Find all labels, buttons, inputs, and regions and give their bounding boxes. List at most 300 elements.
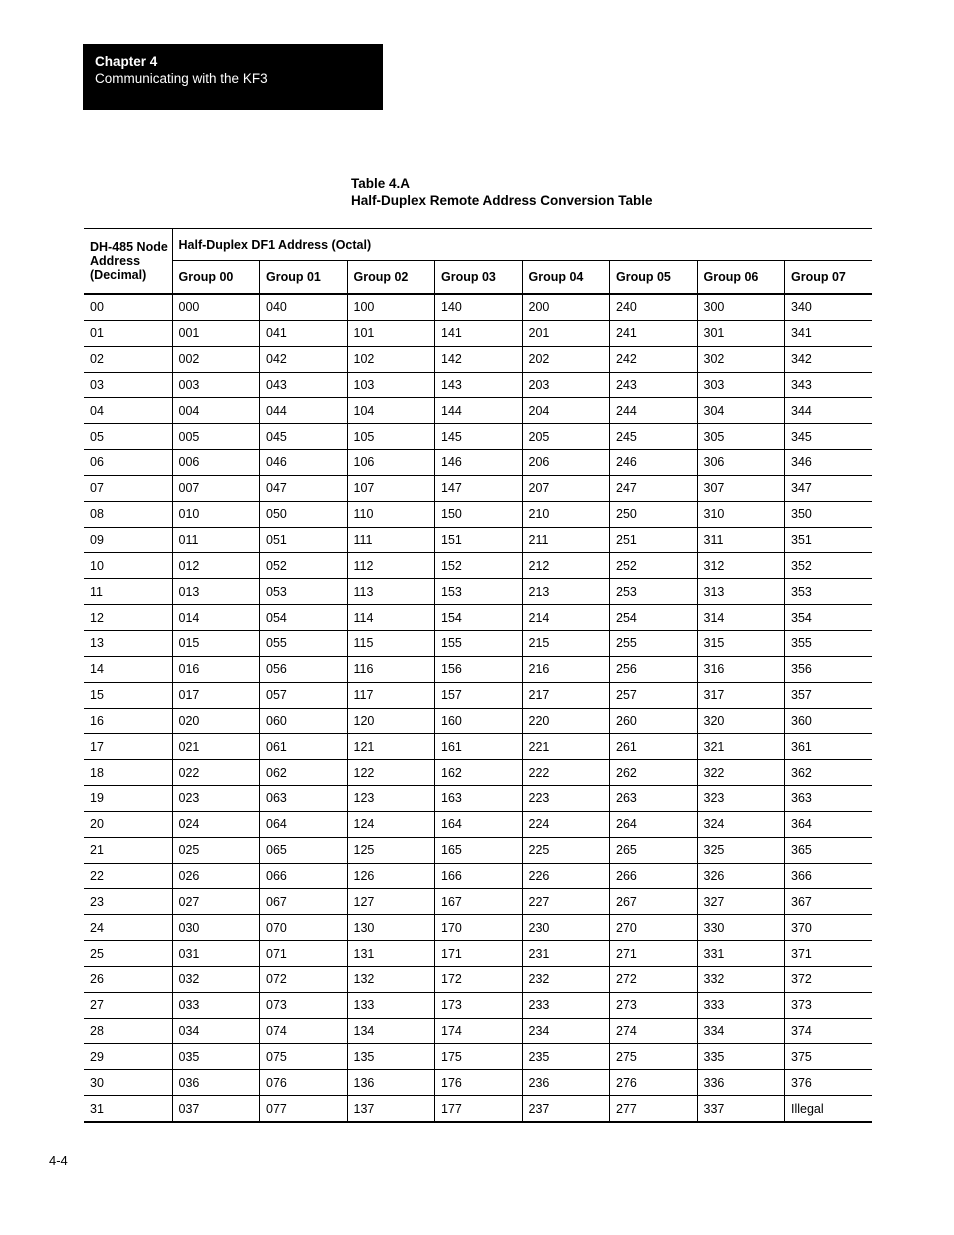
df1-address-cell: 315	[697, 630, 785, 656]
df1-address-cell: 253	[610, 579, 698, 605]
df1-address-cell: 061	[260, 734, 348, 760]
df1-address-cell: 055	[260, 630, 348, 656]
node-address-cell: 28	[84, 1018, 172, 1044]
df1-address-cell: 124	[347, 811, 435, 837]
table-number: Table 4.A	[351, 176, 411, 191]
node-address-cell: 26	[84, 966, 172, 992]
df1-address-cell: 266	[610, 863, 698, 889]
table-body	[84, 294, 872, 1122]
df1-address-cell: 225	[522, 837, 610, 863]
df1-address-cell: 304	[697, 398, 785, 424]
df1-address-cell: 073	[260, 992, 348, 1018]
table-row	[84, 294, 872, 320]
df1-address-cell: 041	[260, 320, 348, 346]
df1-address-cell: 245	[610, 424, 698, 450]
df1-address-cell: 175	[435, 1044, 523, 1070]
table-row	[84, 760, 872, 786]
df1-address-cell: 122	[347, 760, 435, 786]
df1-address-cell: 234	[522, 1018, 610, 1044]
group-header: Group 00	[172, 261, 260, 295]
table-row	[84, 734, 872, 760]
df1-address-cell: 212	[522, 553, 610, 579]
table-row	[84, 915, 872, 941]
node-address-cell: 06	[84, 450, 172, 476]
df1-address-cell: 363	[785, 786, 873, 812]
df1-address-cell: 375	[785, 1044, 873, 1070]
df1-address-cell: 246	[610, 450, 698, 476]
df1-address-cell: 314	[697, 605, 785, 631]
df1-address-cell: 106	[347, 450, 435, 476]
df1-address-cell: 134	[347, 1018, 435, 1044]
df1-address-cell: 171	[435, 941, 523, 967]
df1-address-cell: 066	[260, 863, 348, 889]
df1-address-cell: 131	[347, 941, 435, 967]
df1-address-cell: 312	[697, 553, 785, 579]
df1-address-cell: 137	[347, 1096, 435, 1122]
table-row	[84, 630, 872, 656]
df1-address-cell: 113	[347, 579, 435, 605]
df1-address-cell: 360	[785, 708, 873, 734]
df1-address-cell: 070	[260, 915, 348, 941]
df1-address-cell: 220	[522, 708, 610, 734]
node-address-cell: 10	[84, 553, 172, 579]
node-address-cell: 14	[84, 656, 172, 682]
node-address-cell: 04	[84, 398, 172, 424]
df1-address-cell: 243	[610, 372, 698, 398]
df1-address-cell: 250	[610, 501, 698, 527]
df1-address-cell: 053	[260, 579, 348, 605]
df1-address-cell: 327	[697, 889, 785, 915]
df1-address-cell: 366	[785, 863, 873, 889]
df1-address-cell: 015	[172, 630, 260, 656]
node-address-cell: 21	[84, 837, 172, 863]
df1-address-cell: 257	[610, 682, 698, 708]
df1-address-cell: 105	[347, 424, 435, 450]
df1-address-cell: 077	[260, 1096, 348, 1122]
df1-address-cell: 231	[522, 941, 610, 967]
node-address-cell: 07	[84, 475, 172, 501]
df1-address-cell: Illegal	[785, 1096, 873, 1122]
group-header: Group 05	[610, 261, 698, 295]
df1-address-cell: 371	[785, 941, 873, 967]
table-row	[84, 1018, 872, 1044]
df1-address-cell: 020	[172, 708, 260, 734]
df1-address-cell: 157	[435, 682, 523, 708]
df1-address-cell: 256	[610, 656, 698, 682]
df1-address-cell: 255	[610, 630, 698, 656]
df1-address-cell: 345	[785, 424, 873, 450]
df1-address-cell: 146	[435, 450, 523, 476]
df1-address-cell: 267	[610, 889, 698, 915]
df1-address-cell: 056	[260, 656, 348, 682]
table-caption	[351, 176, 653, 209]
df1-address-cell: 332	[697, 966, 785, 992]
df1-address-cell: 014	[172, 605, 260, 631]
node-address-cell: 24	[84, 915, 172, 941]
df1-address-cell: 044	[260, 398, 348, 424]
df1-address-cell: 026	[172, 863, 260, 889]
df1-address-cell: 273	[610, 992, 698, 1018]
df1-address-cell: 110	[347, 501, 435, 527]
df1-address-cell: 005	[172, 424, 260, 450]
df1-address-cell: 007	[172, 475, 260, 501]
df1-address-cell: 166	[435, 863, 523, 889]
df1-address-cell: 013	[172, 579, 260, 605]
df1-address-cell: 136	[347, 1070, 435, 1096]
df1-address-cell: 021	[172, 734, 260, 760]
node-address-cell: 27	[84, 992, 172, 1018]
df1-address-cell: 317	[697, 682, 785, 708]
table-row	[84, 320, 872, 346]
df1-address-cell: 265	[610, 837, 698, 863]
df1-address-cell: 163	[435, 786, 523, 812]
table-row	[84, 682, 872, 708]
group-header: Group 04	[522, 261, 610, 295]
df1-address-cell: 025	[172, 837, 260, 863]
df1-address-cell: 144	[435, 398, 523, 424]
df1-address-cell: 004	[172, 398, 260, 424]
df1-address-cell: 062	[260, 760, 348, 786]
df1-address-cell: 376	[785, 1070, 873, 1096]
df1-address-cell: 210	[522, 501, 610, 527]
table-row	[84, 656, 872, 682]
node-address-cell: 13	[84, 630, 172, 656]
df1-address-cell: 270	[610, 915, 698, 941]
df1-address-cell: 302	[697, 346, 785, 372]
df1-address-cell: 230	[522, 915, 610, 941]
df1-address-cell: 353	[785, 579, 873, 605]
df1-address-cell: 031	[172, 941, 260, 967]
df1-address-cell: 204	[522, 398, 610, 424]
node-address-cell: 19	[84, 786, 172, 812]
df1-address-cell: 271	[610, 941, 698, 967]
table-row	[84, 863, 872, 889]
df1-address-cell: 260	[610, 708, 698, 734]
df1-address-cell: 010	[172, 501, 260, 527]
df1-address-cell: 176	[435, 1070, 523, 1096]
df1-address-cell: 000	[172, 294, 260, 320]
df1-address-cell: 167	[435, 889, 523, 915]
df1-address-cell: 174	[435, 1018, 523, 1044]
df1-address-cell: 173	[435, 992, 523, 1018]
df1-address-cell: 057	[260, 682, 348, 708]
group-header: Group 06	[697, 261, 785, 295]
df1-address-cell: 323	[697, 786, 785, 812]
df1-address-cell: 040	[260, 294, 348, 320]
node-header-line-2: Address	[90, 254, 141, 268]
df1-address-cell: 072	[260, 966, 348, 992]
table-row	[84, 1070, 872, 1096]
chapter-number: Chapter 4	[95, 54, 158, 69]
table-row	[84, 708, 872, 734]
df1-address-cell: 214	[522, 605, 610, 631]
df1-address-cell: 023	[172, 786, 260, 812]
address-conversion-table	[84, 228, 872, 1123]
node-address-cell: 17	[84, 734, 172, 760]
df1-address-cell: 103	[347, 372, 435, 398]
df1-address-cell: 147	[435, 475, 523, 501]
df1-address-cell: 022	[172, 760, 260, 786]
df1-address-cell: 002	[172, 346, 260, 372]
df1-address-cell: 043	[260, 372, 348, 398]
df1-address-cell: 064	[260, 811, 348, 837]
df1-address-cell: 241	[610, 320, 698, 346]
df1-address-cell: 100	[347, 294, 435, 320]
df1-address-cell: 236	[522, 1070, 610, 1096]
df1-address-cell: 361	[785, 734, 873, 760]
df1-address-cell: 300	[697, 294, 785, 320]
df1-address-cell: 320	[697, 708, 785, 734]
df1-address-cell: 307	[697, 475, 785, 501]
table-row	[84, 811, 872, 837]
group-header: Group 02	[347, 261, 435, 295]
node-address-cell: 05	[84, 424, 172, 450]
table-row	[84, 424, 872, 450]
table-row	[84, 889, 872, 915]
df1-address-cell: 223	[522, 786, 610, 812]
df1-address-cell: 006	[172, 450, 260, 476]
node-address-cell: 03	[84, 372, 172, 398]
table-row	[84, 966, 872, 992]
df1-address-cell: 277	[610, 1096, 698, 1122]
table-row	[84, 837, 872, 863]
node-address-cell: 09	[84, 527, 172, 553]
df1-address-cell: 125	[347, 837, 435, 863]
df1-address-cell: 301	[697, 320, 785, 346]
df1-address-cell: 143	[435, 372, 523, 398]
df1-address-cell: 227	[522, 889, 610, 915]
df1-address-cell: 213	[522, 579, 610, 605]
df1-address-cell: 165	[435, 837, 523, 863]
df1-address-cell: 161	[435, 734, 523, 760]
df1-address-cell: 275	[610, 1044, 698, 1070]
node-address-cell: 11	[84, 579, 172, 605]
df1-address-cell: 333	[697, 992, 785, 1018]
df1-address-cell: 335	[697, 1044, 785, 1070]
df1-address-cell: 071	[260, 941, 348, 967]
df1-address-cell: 242	[610, 346, 698, 372]
table-row	[84, 941, 872, 967]
df1-address-cell: 151	[435, 527, 523, 553]
df1-address-cell: 047	[260, 475, 348, 501]
table-title: Half-Duplex Remote Address Conversion Table	[351, 192, 653, 208]
df1-address-cell: 274	[610, 1018, 698, 1044]
df1-address-cell: 365	[785, 837, 873, 863]
node-address-cell: 29	[84, 1044, 172, 1070]
df1-address-cell: 101	[347, 320, 435, 346]
df1-address-cell: 303	[697, 372, 785, 398]
table-row	[84, 501, 872, 527]
df1-address-cell: 011	[172, 527, 260, 553]
df1-address-cell: 326	[697, 863, 785, 889]
node-address-cell: 00	[84, 294, 172, 320]
df1-address-cell: 030	[172, 915, 260, 941]
df1-address-cell: 331	[697, 941, 785, 967]
df1-address-cell: 162	[435, 760, 523, 786]
df1-address-cell: 346	[785, 450, 873, 476]
df1-address-cell: 237	[522, 1096, 610, 1122]
df1-address-cell: 153	[435, 579, 523, 605]
df1-address-cell: 217	[522, 682, 610, 708]
df1-address-cell: 264	[610, 811, 698, 837]
df1-address-cell: 200	[522, 294, 610, 320]
table-row	[84, 1096, 872, 1122]
df1-address-cell: 367	[785, 889, 873, 915]
df1-address-cell: 063	[260, 786, 348, 812]
df1-address-cell: 145	[435, 424, 523, 450]
node-address-cell: 23	[84, 889, 172, 915]
table-row	[84, 527, 872, 553]
df1-address-cell: 074	[260, 1018, 348, 1044]
group-header: Group 07	[785, 261, 873, 295]
chapter-title: Communicating with the KF3	[95, 71, 268, 86]
node-address-cell: 25	[84, 941, 172, 967]
df1-address-cell: 330	[697, 915, 785, 941]
page-number: 4-4	[49, 1153, 68, 1168]
df1-address-cell: 034	[172, 1018, 260, 1044]
df1-address-cell: 076	[260, 1070, 348, 1096]
table-row	[84, 372, 872, 398]
df1-address-cell: 336	[697, 1070, 785, 1096]
df1-address-cell: 232	[522, 966, 610, 992]
df1-address-cell: 120	[347, 708, 435, 734]
df1-address-cell: 235	[522, 1044, 610, 1070]
df1-address-cell: 052	[260, 553, 348, 579]
df1-address-cell: 150	[435, 501, 523, 527]
node-address-cell: 08	[84, 501, 172, 527]
df1-address-cell: 121	[347, 734, 435, 760]
node-address-cell: 02	[84, 346, 172, 372]
table-row	[84, 475, 872, 501]
df1-address-cell: 116	[347, 656, 435, 682]
table-row	[84, 553, 872, 579]
table-row	[84, 786, 872, 812]
table-row	[84, 992, 872, 1018]
df1-address-cell: 102	[347, 346, 435, 372]
df1-address-cell: 126	[347, 863, 435, 889]
df1-address-cell: 117	[347, 682, 435, 708]
df1-address-cell: 045	[260, 424, 348, 450]
node-address-cell: 31	[84, 1096, 172, 1122]
df1-address-cell: 341	[785, 320, 873, 346]
node-address-cell: 16	[84, 708, 172, 734]
df1-address-cell: 226	[522, 863, 610, 889]
df1-address-cell: 215	[522, 630, 610, 656]
df1-address-cell: 222	[522, 760, 610, 786]
df1-address-cell: 107	[347, 475, 435, 501]
df1-address-cell: 261	[610, 734, 698, 760]
df1-address-cell: 310	[697, 501, 785, 527]
df1-address-cell: 156	[435, 656, 523, 682]
df1-address-cell: 306	[697, 450, 785, 476]
df1-address-cell: 035	[172, 1044, 260, 1070]
df1-address-cell: 201	[522, 320, 610, 346]
df1-address-cell: 356	[785, 656, 873, 682]
node-header-line-1: DH-485 Node	[90, 240, 168, 254]
df1-address-cell: 142	[435, 346, 523, 372]
df1-address-cell: 350	[785, 501, 873, 527]
df1-address-cell: 051	[260, 527, 348, 553]
df1-address-cell: 027	[172, 889, 260, 915]
df1-address-cell: 334	[697, 1018, 785, 1044]
node-header-line-3: (Decimal)	[90, 268, 147, 282]
df1-address-cell: 112	[347, 553, 435, 579]
df1-address-cell: 340	[785, 294, 873, 320]
df1-address-cell: 373	[785, 992, 873, 1018]
df1-address-cell: 075	[260, 1044, 348, 1070]
df1-address-cell: 313	[697, 579, 785, 605]
df1-address-cell: 206	[522, 450, 610, 476]
node-address-header	[84, 229, 172, 295]
df1-address-cell: 374	[785, 1018, 873, 1044]
df1-address-cell: 046	[260, 450, 348, 476]
df1-address-cell: 001	[172, 320, 260, 346]
df1-address-cell: 132	[347, 966, 435, 992]
df1-address-cell: 127	[347, 889, 435, 915]
df1-address-cell: 347	[785, 475, 873, 501]
df1-address-cell: 016	[172, 656, 260, 682]
df1-address-cell: 203	[522, 372, 610, 398]
df1-address-cell: 247	[610, 475, 698, 501]
df1-address-cell: 050	[260, 501, 348, 527]
df1-address-cell: 140	[435, 294, 523, 320]
df1-address-cell: 012	[172, 553, 260, 579]
chapter-header	[83, 44, 383, 110]
df1-address-cell: 316	[697, 656, 785, 682]
df1-address-cell: 370	[785, 915, 873, 941]
table-row	[84, 450, 872, 476]
node-address-cell: 20	[84, 811, 172, 837]
df1-address-cell: 130	[347, 915, 435, 941]
df1-address-cell: 344	[785, 398, 873, 424]
df1-address-cell: 037	[172, 1096, 260, 1122]
group-header: Group 03	[435, 261, 523, 295]
df1-address-cell: 343	[785, 372, 873, 398]
df1-address-cell: 352	[785, 553, 873, 579]
df1-address-cell: 354	[785, 605, 873, 631]
df1-address-cell: 024	[172, 811, 260, 837]
df1-address-cell: 372	[785, 966, 873, 992]
table-row	[84, 1044, 872, 1070]
df1-address-cell: 364	[785, 811, 873, 837]
df1-address-cell: 060	[260, 708, 348, 734]
df1-address-header: Half-Duplex DF1 Address (Octal)	[172, 229, 872, 261]
df1-address-cell: 240	[610, 294, 698, 320]
df1-address-cell: 244	[610, 398, 698, 424]
df1-address-cell: 321	[697, 734, 785, 760]
df1-address-cell: 104	[347, 398, 435, 424]
df1-address-cell: 067	[260, 889, 348, 915]
df1-address-cell: 351	[785, 527, 873, 553]
df1-address-cell: 311	[697, 527, 785, 553]
df1-address-cell: 342	[785, 346, 873, 372]
df1-address-cell: 224	[522, 811, 610, 837]
table-row	[84, 346, 872, 372]
df1-address-cell: 337	[697, 1096, 785, 1122]
table-row	[84, 398, 872, 424]
node-address-cell: 22	[84, 863, 172, 889]
df1-address-cell: 154	[435, 605, 523, 631]
df1-address-cell: 003	[172, 372, 260, 398]
group-header: Group 01	[260, 261, 348, 295]
df1-address-cell: 322	[697, 760, 785, 786]
df1-address-cell: 155	[435, 630, 523, 656]
df1-address-cell: 251	[610, 527, 698, 553]
df1-address-cell: 272	[610, 966, 698, 992]
df1-address-cell: 042	[260, 346, 348, 372]
table-row	[84, 605, 872, 631]
df1-address-cell: 032	[172, 966, 260, 992]
